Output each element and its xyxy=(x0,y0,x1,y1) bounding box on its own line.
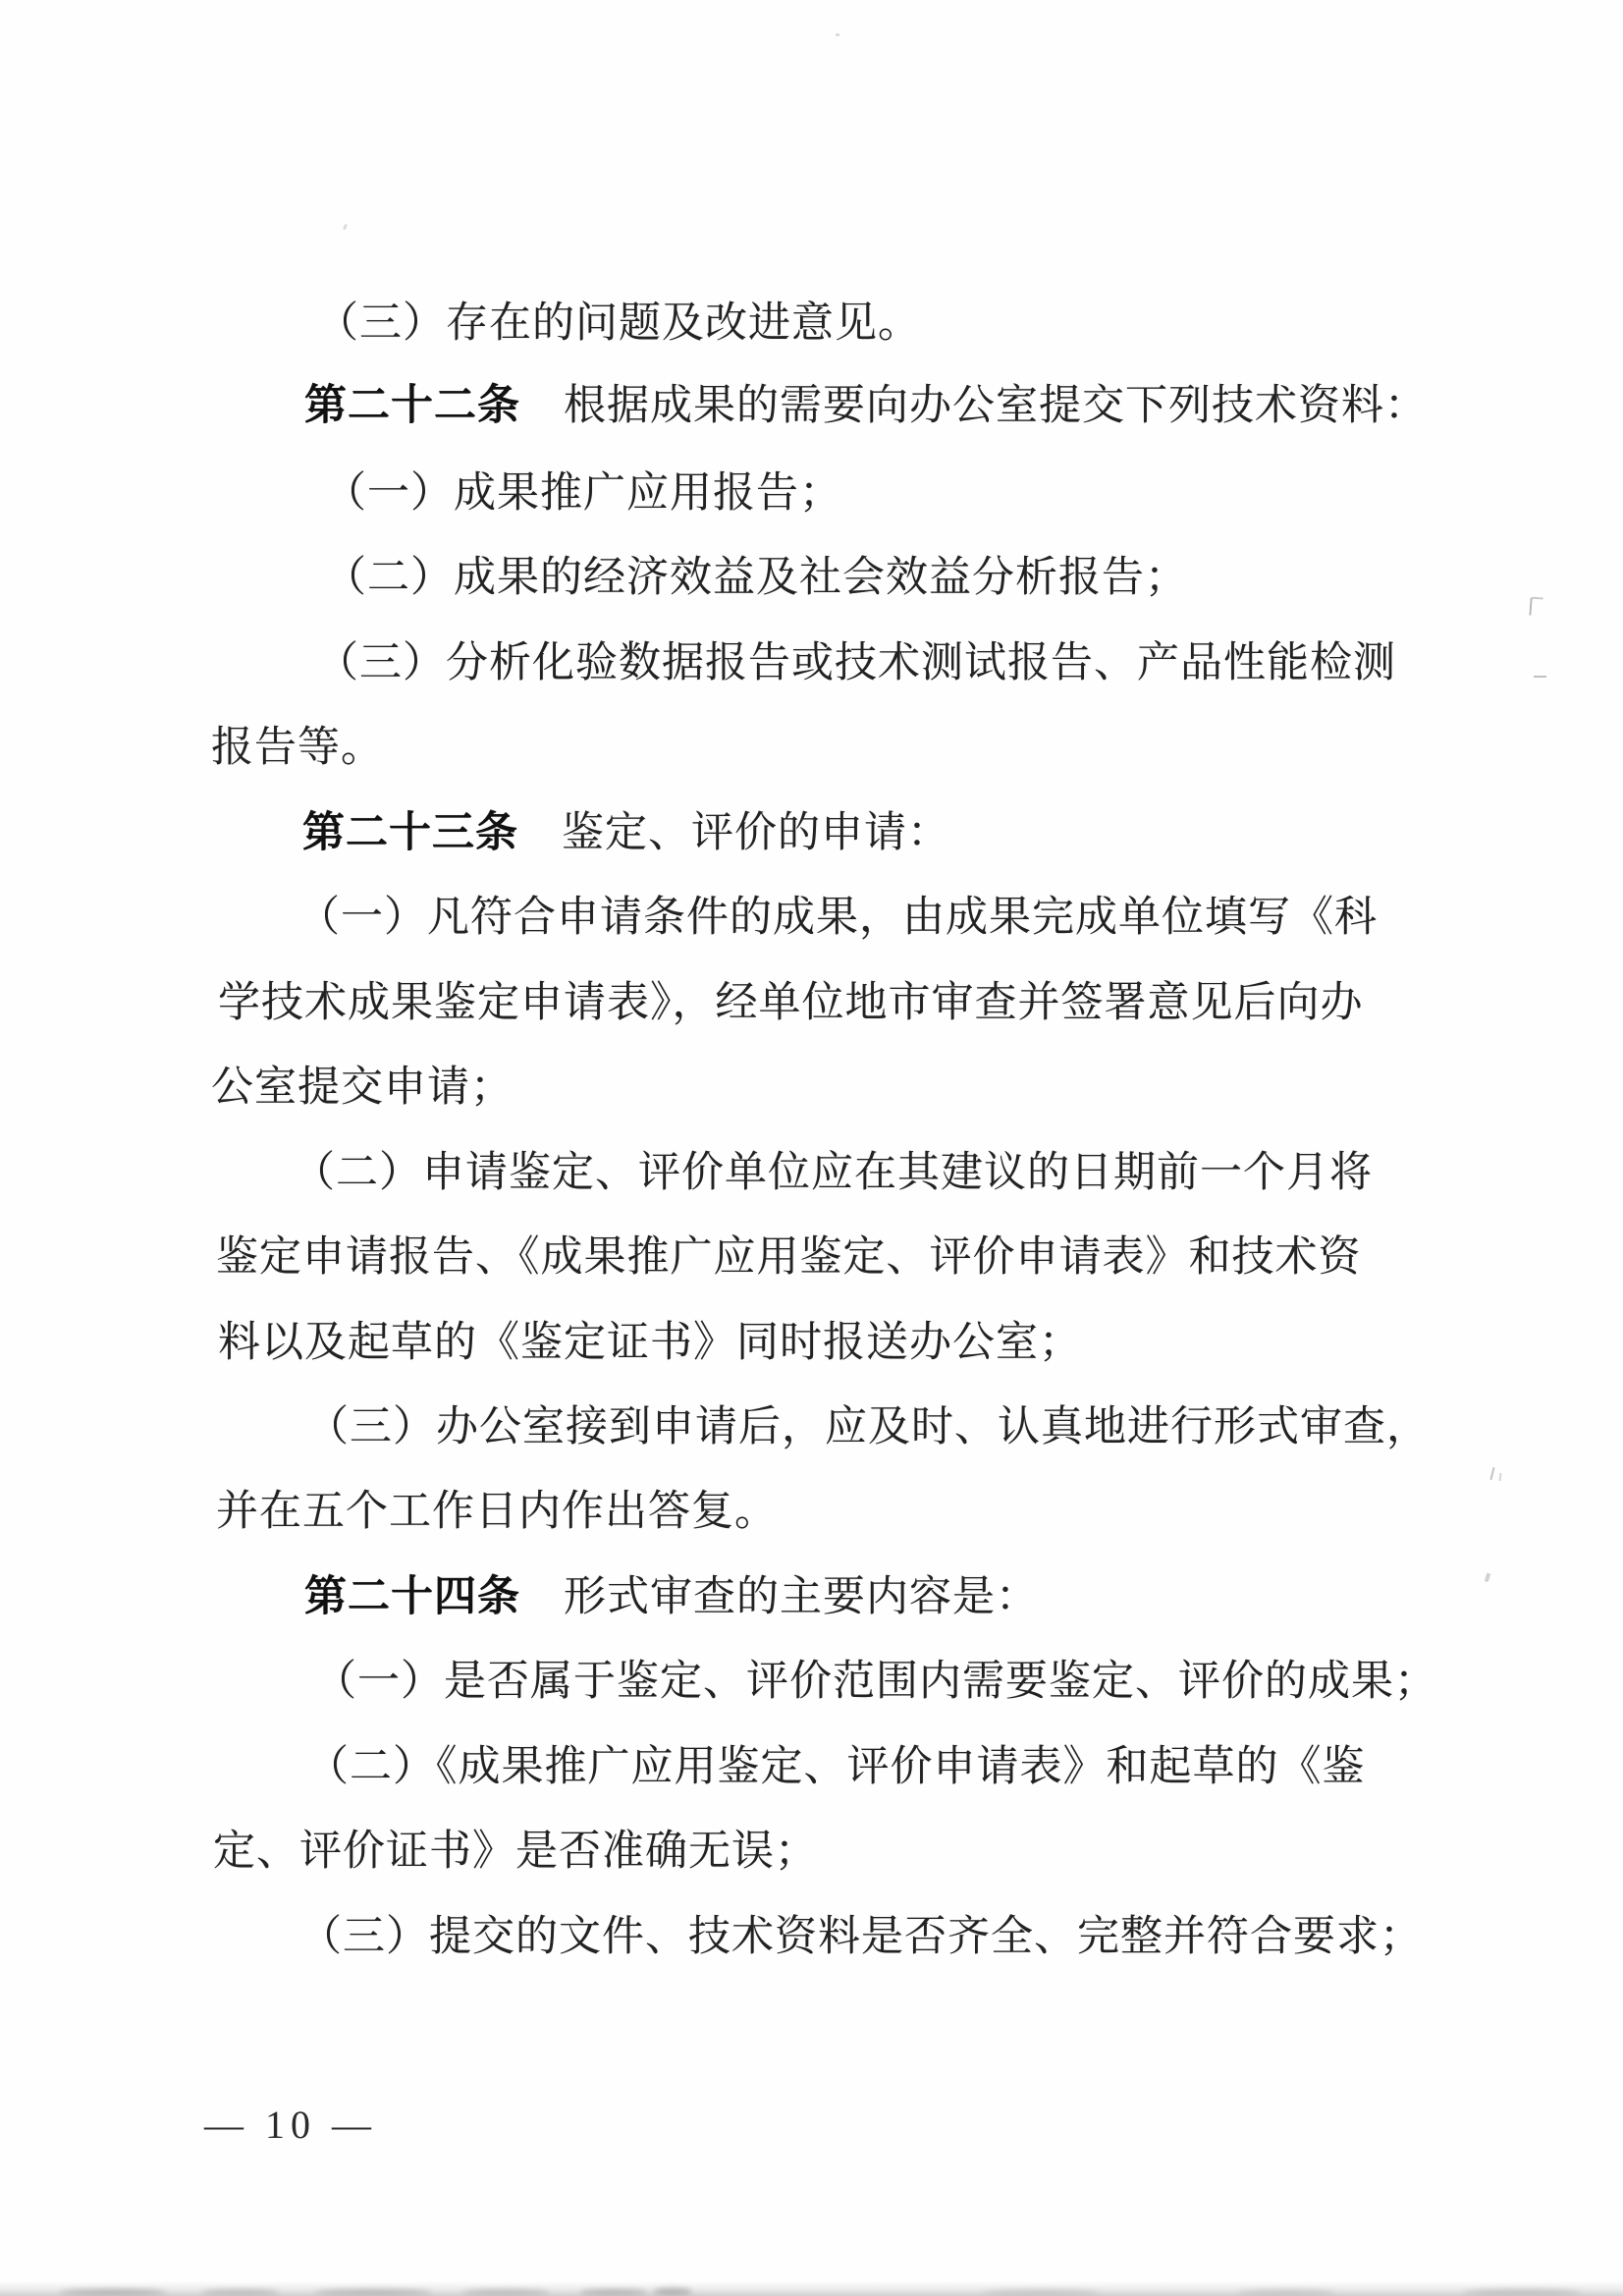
scan-smudge xyxy=(201,2289,280,2295)
scan-artifact xyxy=(1534,676,1546,678)
scanner-edge-shadow xyxy=(0,2281,1623,2296)
scan-smudge xyxy=(1237,2289,1335,2295)
text-line: 定、评价证书》是否准确无误； xyxy=(213,1829,818,1875)
scan-smudge xyxy=(982,2289,1100,2295)
scan-smudge xyxy=(1463,2289,1581,2295)
article-number: 第二十二条 xyxy=(304,383,520,429)
text-line xyxy=(304,385,1428,427)
text-line: 鉴定申请报告、《成果推广应用鉴定、评价申请表》和技术资 xyxy=(216,1234,1362,1281)
text-line: （三）存在的问题及改进意见。 xyxy=(316,301,921,347)
text-line: 报告等。 xyxy=(211,725,384,771)
text-line: 学技术成果鉴定申请表》，经单位地市审查并签署意见后向办 xyxy=(218,980,1364,1026)
scan-artifact xyxy=(1529,597,1542,617)
text-line: （三）提交的文件、技术资料是否齐全、完整并符合要求； xyxy=(299,1914,1423,1960)
text-line: （一）成果推广应用报告； xyxy=(324,470,842,517)
text-line: 公室提交申请； xyxy=(211,1065,514,1111)
article-text: 鉴定、评价的申请： xyxy=(562,810,950,856)
scan-smudge xyxy=(653,2288,692,2295)
article-text: 根据成果的需要向办公室提交下列技术资料： xyxy=(564,383,1428,429)
text-line xyxy=(304,1576,1039,1618)
article-text: 形式审查的主要内容是： xyxy=(564,1574,1039,1620)
text-line xyxy=(302,812,950,854)
scan-smudge xyxy=(579,2289,648,2295)
text-line: （三）办公室接到申请后，应及时、认真地进行形式审查， xyxy=(306,1404,1430,1450)
text-line: 料以及起草的《鉴定证书》同时报送办公室； xyxy=(218,1320,1082,1366)
scan-artifact xyxy=(1485,1573,1491,1583)
scan-artifact xyxy=(836,33,839,36)
text-line: 并在五个工作日内作出答复。 xyxy=(216,1489,778,1535)
text-line: （二）成果的经济效益及社会效益分析报告； xyxy=(324,555,1188,601)
scan-smudge xyxy=(59,2289,167,2295)
text-line: （二）《成果推广应用鉴定、评价申请表》和起草的《鉴 xyxy=(306,1744,1366,1790)
scan-artifact xyxy=(1489,1467,1494,1480)
text-line: （三）分析化验数据报告或技术测试报告、产品性能检测 xyxy=(316,640,1396,686)
scan-artifact xyxy=(343,224,348,231)
scan-artifact xyxy=(1498,1473,1501,1481)
text-line: （二）申请鉴定、评价单位应在其建议的日期前一个月将 xyxy=(293,1150,1373,1196)
text-line: （一）是否属于鉴定、评价范围内需要鉴定、评价的成果； xyxy=(314,1659,1437,1705)
page-number: — 10 — xyxy=(204,2103,377,2147)
text-line: （一）凡符合申请条件的成果，由成果完成单位填写《科 xyxy=(298,895,1378,941)
scan-smudge xyxy=(314,2289,432,2295)
article-number: 第二十四条 xyxy=(304,1574,520,1620)
scan-smudge xyxy=(461,2289,550,2295)
article-number: 第二十三条 xyxy=(302,810,518,856)
